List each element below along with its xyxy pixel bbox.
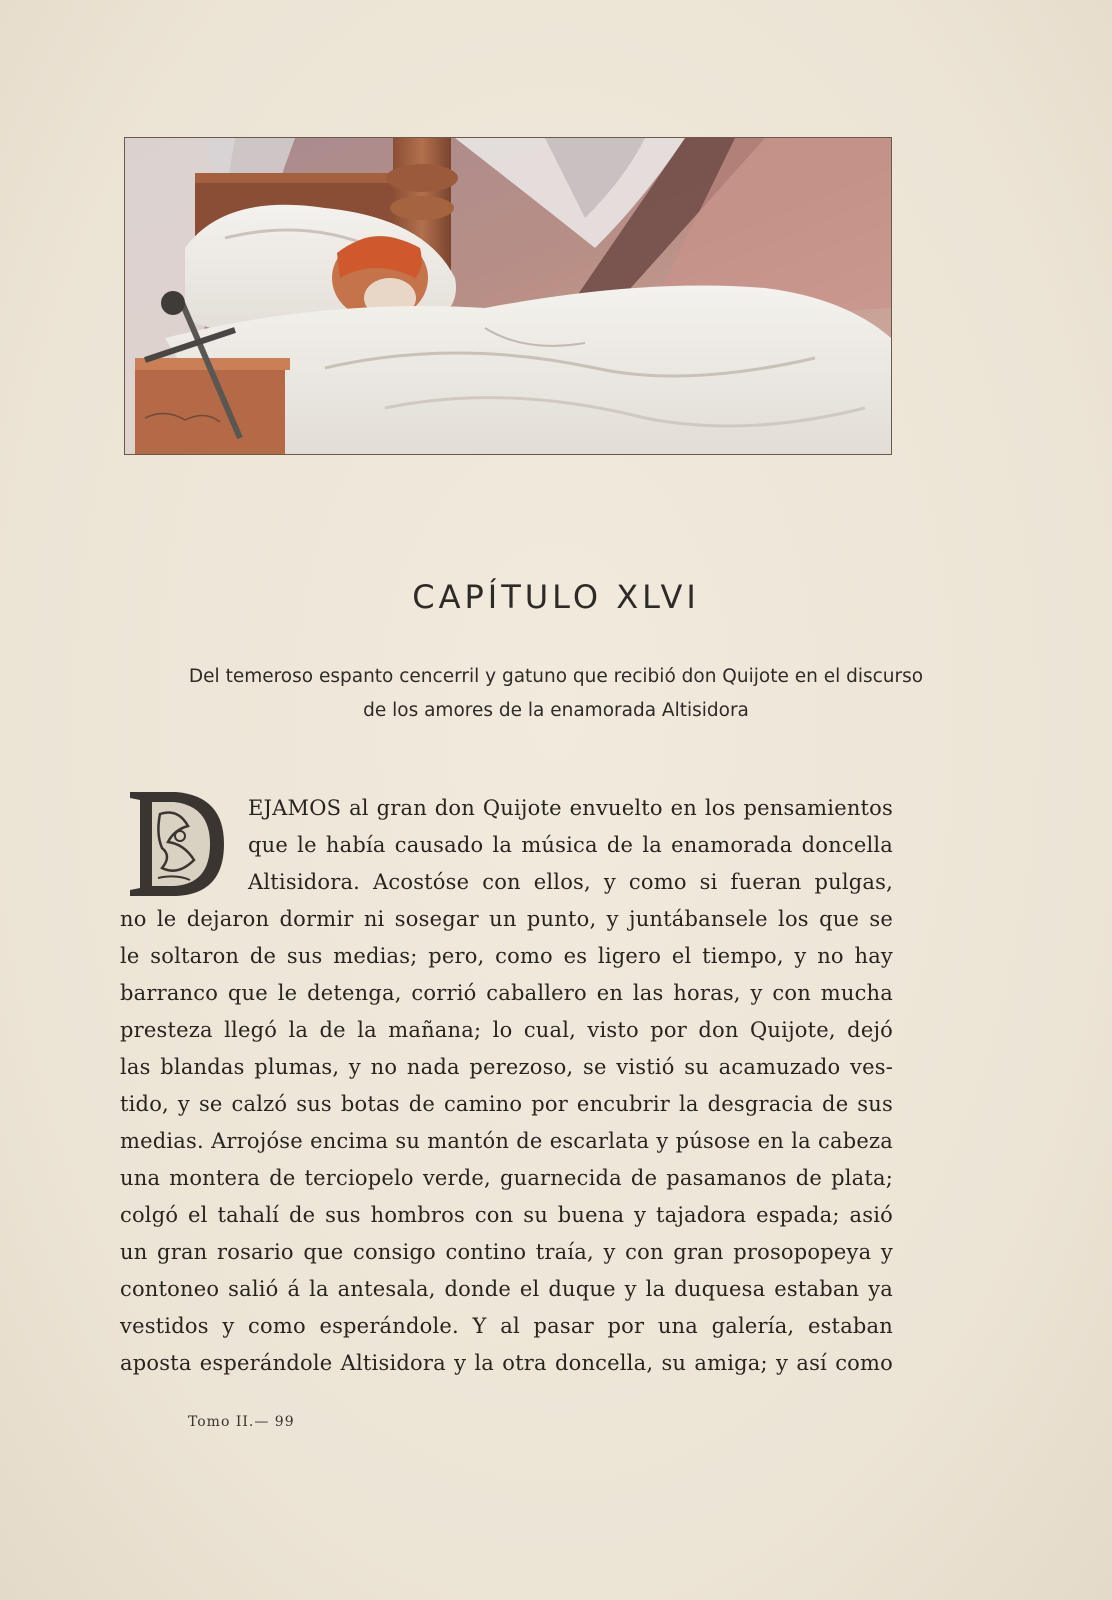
text-line: las blandas plumas, y no nada perezoso, se vistió su acamuzado ves- [120, 1055, 893, 1079]
text-line: una montera de terciopelo verde, guarnecida de pasamanos de plata; [120, 1166, 893, 1190]
text-line: que le había causado la música de la enamorada doncella [248, 833, 893, 857]
text-line: no le dejaron dormir ni sosegar un punto, y juntábansele los que se [120, 907, 893, 931]
text-line: medias. Arrojóse encima su mantón de escarlata y púsose en la cabeza [120, 1129, 893, 1153]
text-line: presteza llegó la de la mañana; lo cual, visto por don Quijote, dejó [120, 1018, 893, 1042]
text-line: barranco que le detenga, corrió caballero en las horas, y con mucha [120, 981, 893, 1005]
summary-line: de los amores de la enamorada Altisidora [363, 700, 749, 721]
chapter-summary [110, 660, 1002, 728]
drop-cap [128, 790, 228, 898]
text-line: EJAMOS al gran don Quijote envuelto en los pensamientos [248, 796, 893, 820]
text-line: vestidos y como esperándole. Y al pasar por una galería, estaban [120, 1314, 893, 1338]
text-line: un gran rosario que consigo contino traía, y con gran prosopopeya y [120, 1240, 893, 1264]
summary-line: Del temeroso espanto cencerril y gatuno que recibió don Quijote en el discurso [188, 666, 924, 687]
text-line: contoneo salió á la antesala, donde el duque y la duquesa estaban ya [120, 1277, 893, 1301]
text-line: aposta esperándole Altisidora y la otra doncella, su amiga; y así como [120, 1351, 893, 1375]
text-line: tido, y se calzó sus botas de camino por encubrir la desgracia de sus [120, 1092, 893, 1116]
text-line: le soltaron de sus medias; pero, como es ligero el tiempo, y no hay [120, 944, 893, 968]
text-line: Altisidora. Acostóse con ellos, y como si fueran pulgas, [248, 870, 893, 894]
chapter-illustration [124, 137, 892, 455]
page-signature: Tomo II.— 99 [188, 1414, 295, 1430]
chapter-title: CAPÍTULO XLVI [412, 578, 700, 616]
text-line: colgó el tahalí de sus hombros con su buena y tajadora espada; asió [120, 1203, 893, 1227]
